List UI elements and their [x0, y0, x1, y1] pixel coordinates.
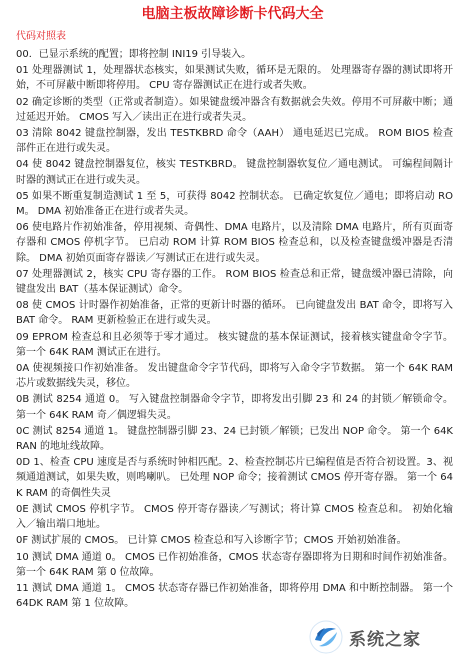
code-entry: 03 清除 8042 键盘控制器，发出 TESTKBRD 命令（AAH） 通电延迟已完成。 ROM BIOS 检查部件正在进行或失灵。 [16, 128, 453, 155]
code-entry: 09 EPROM 检查总和且必须等于零才通过。 核实键盘的基本保证测试，接着核实键盘命令字节。 第一个 64K RAM 测试正在进行。 [16, 331, 453, 358]
code-entry-list [16, 47, 453, 611]
code-entry: 06 使电路片作初始准备，停用视频、奇偶性、DMA 电路片，以及清除 DMA 电路片，所有页面寄存器和 CMOS 停机字节。 已启动 ROM 计算 ROM BIOS 检查总和，以及检查键盘缓冲器是否清除。 DMA 初始页面寄存器读／写测试正在进行或失灵。 [16, 222, 453, 264]
watermark-text: 系统之家 [349, 629, 421, 650]
code-entry: 02 确定诊断的类型（正常或者制造）。如果键盘缓冲器含有数据就会失效。停用不可屏蔽中断；通过延迟开始。 CMOS 写入／读出正在进行或者失灵。 [16, 96, 453, 123]
watermark-logo-icon [309, 620, 343, 654]
code-entry: 0D 1、检查 CPU 速度是否与系统时钟相匹配。2、检查控制芯片已编程值是否符合初设置。3、视频通道测试，如果失败，则鸣喇叭。 已处理 NOP 命令；接着测试 CMOS 停开寄存器。 第一个 64K RAM 的奇偶性失灵 [16, 457, 453, 499]
code-entry: 08 使 CMOS 计时器作初始准备，正常的更新计时器的循环。 已向键盘发出 BAT 命令，即将写入 BAT 命令。 RAM 更新检验正在进行或失灵。 [16, 300, 453, 327]
code-entry: 0A 使视频接口作初始准备。 发出键盘命令字节代码，即将写入命令字节数据。 第一个 64K RAM 芯片或数据线失灵，移位。 [16, 363, 453, 390]
code-entry: 07 处理器测试 2，核实 CPU 寄存器的工作。 ROM BIOS 检查总和正常，键盘缓冲器已清除，向键盘发出 BAT（基本保证测试）命令。 [16, 268, 453, 296]
code-entry: 11 测试 DMA 通道 1。 CMOS 状态寄存器已作初始准备，即将停用 DMA 和中断控制器。 第一个 64DK RAM 第 1 位故障。 [16, 582, 453, 610]
document-title: 电脑主板故障诊断卡代码大全 [141, 6, 324, 22]
watermark [309, 619, 459, 655]
code-entry: 0E 测试 CMOS 停机字节。 CMOS 停开寄存器读／写测试；将计算 CMOS 检查总和。 初始化输入／输出端口地址。 [16, 503, 453, 531]
code-table-label: 代码对照表 [16, 31, 66, 42]
code-entry: 10 测试 DMA 通道 0。 CMOS 已作初始准备，CMOS 状态寄存器即将为日期和时间作初始准备。 第一个 64K RAM 第 0 位故障。 [16, 551, 453, 578]
code-entry: 0F 测试扩展的 CMOS。 已计算 CMOS 检查总和写入诊断字节；CMOS 开始初始准备。 [16, 535, 407, 547]
code-entry: 00．已显示系统的配置；即将控制 INI19 引导装入。 [16, 49, 252, 60]
code-entry: 04 使 8042 键盘控制器复位，核实 TESTKBRD。 键盘控制器软复位／通电测试。 可编程间隔计时器的测试正在进行或失灵。 [16, 159, 453, 186]
code-entry: 0B 测试 8254 通道 0。 写入键盘控制器命令字节，即将发出引脚 23 和 24 的封锁／解锁命令。 第一个 64K RAM 奇／偶逻辑失灵。 [16, 394, 453, 421]
code-entry: 01 处理器测试 1，处理器状态核实，如果测试失败，循环是无限的。 处理器寄存器的测试即将开始，不可屏蔽中断即将停用。 CPU 寄存器测试正在进行或者失败。 [16, 65, 453, 92]
code-entry: 0C 测试 8254 通道 1。 键盘控制器引脚 23、24 已封锁／解锁；已发出 NOP 命令。 第一个 64K RAN 的地址线故障。 [16, 425, 453, 453]
code-entry: 05 如果不断重复制造测试 1 至 5，可获得 8042 控制状态。 已确定软复位／通电；即将启动 ROM。 DMA 初始准备正在进行或者失灵。 [16, 190, 453, 218]
